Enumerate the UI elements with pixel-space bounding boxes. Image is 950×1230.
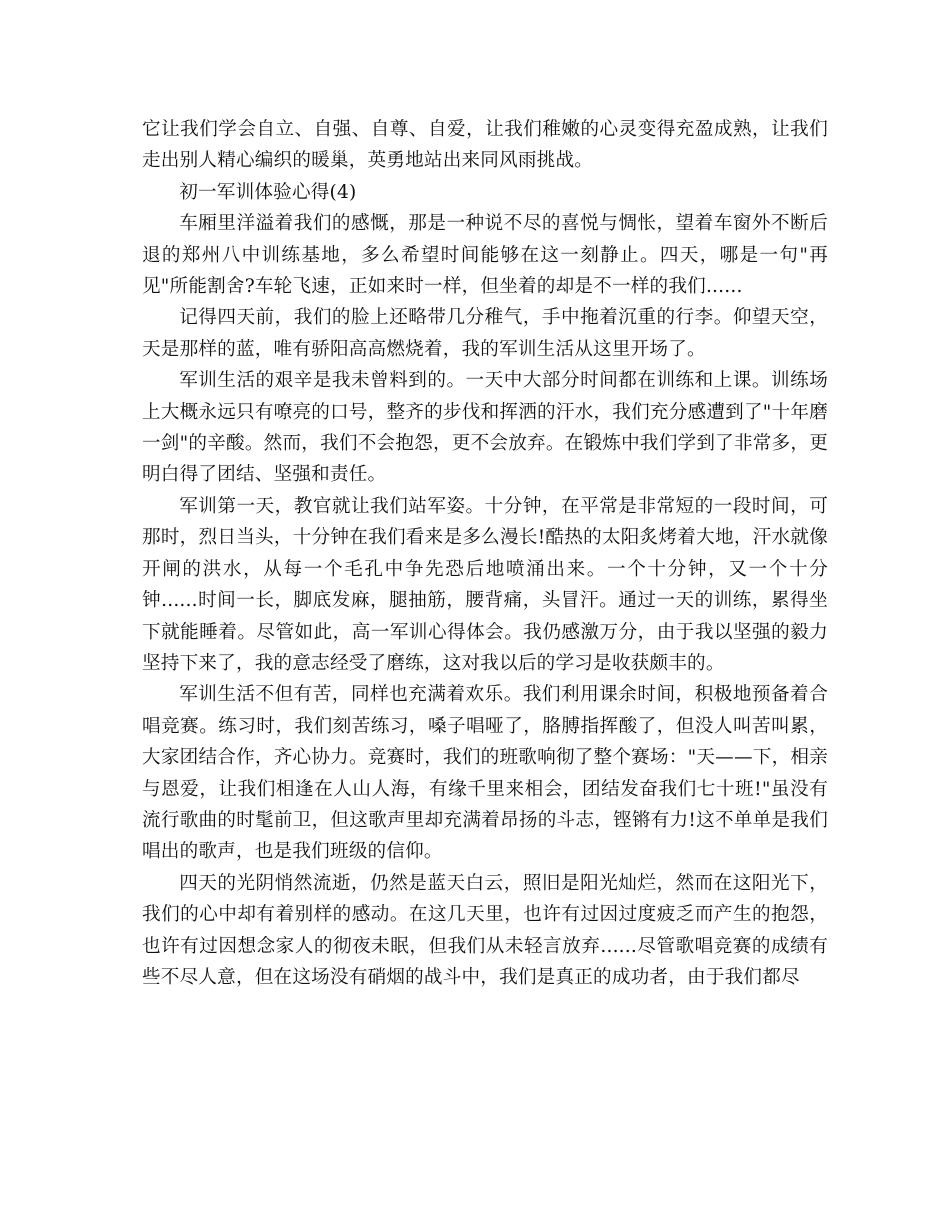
document-body bbox=[142, 114, 828, 993]
paragraph-continuation: 它让我们学会自立、自强、自尊、自爱，让我们稚嫩的心灵变得充盈成熟，让我们走出别人精心编织的暖巢，英勇地站出来同风雨挑战。 bbox=[142, 119, 828, 172]
paragraph: 军训生活不但有苦，同样也充满着欢乐。我们利用课余时间，积极地预备着合唱竞赛。练习时，我们刻苦练习，嗓子唱哑了，胳膊指挥酸了，但没人叫苦叫累，大家团结合作，齐心协力。竞赛时，我们的班歌响彻了整个赛场："天——下，相亲与恩爱，让我们相逢在人山人海，有缘千里来相会，团结发奋我们七十班!"虽没有流行歌曲的时髦前卫，但这歌声里却充满着昂扬的斗志，铿锵有力!这不单单是我们唱出的歌声，也是我们班级的信仰。 bbox=[142, 684, 828, 863]
paragraph: 四天的光阴悄然流逝，仍然是蓝天白云，照旧是阳光灿烂，然而在这阳光下，我们的心中却有着别样的感动。在这几天里，也许有过因过度疲乏而产生的抱怨，也许有过因想念家人的彻夜未眠，但我们从未轻言放弃......尽管歌唱竞赛的成绩有些不尽人意，但在这场没有硝烟的战斗中，我们是真正的成功者，由于我们都尽 bbox=[142, 872, 828, 988]
paragraph: 车厢里洋溢着我们的感慨，那是一种说不尽的喜悦与惆怅，望着车窗外不断后退的郑州八中训练基地，多么希望时间能够在这一刻静止。四天，哪是一句"再见"所能割舍?车轮飞速，正如来时一样，但坐着的却是不一样的我们...... bbox=[142, 213, 828, 298]
paragraph: 军训生活的艰辛是我未曾料到的。一天中大部分时间都在训练和上课。训练场上大概永远只有嘹亮的口号，整齐的步伐和挥洒的汗水，我们充分感遭到了"十年磨一剑"的辛酸。然而，我们不会抱怨，更不会放弃。在锻炼中我们学到了非常多，更明白得了团结、坚强和责任。 bbox=[142, 370, 828, 486]
paragraph: 记得四天前，我们的脸上还略带几分稚气，手中拖着沉重的行李。仰望天空，天是那样的蓝，唯有骄阳高高燃烧着，我的军训生活从这里开场了。 bbox=[142, 307, 828, 360]
section-heading: 初一军训体验心得(4) bbox=[179, 181, 357, 203]
paragraph: 军训第一天，教官就让我们站军姿。十分钟，在平常是非常短的一段时间，可那时，烈日当头，十分钟在我们看来是多么漫长!酷热的太阳炙烤着大地，汗水就像开闸的洪水，从每一个毛孔中争先恐后地喷涌出来。一个十分钟，又一个十分钟......时间一长，脚底发麻，腿抽筋，腰背痛，头冒汗。通过一天的训练，累得坐下就能睡着。尽管如此，高一军训心得体会。我仍感激万分，由于我以坚强的毅力坚持下来了，我的意志经受了磨练，这对我以后的学习是收获颇丰的。 bbox=[142, 495, 828, 674]
